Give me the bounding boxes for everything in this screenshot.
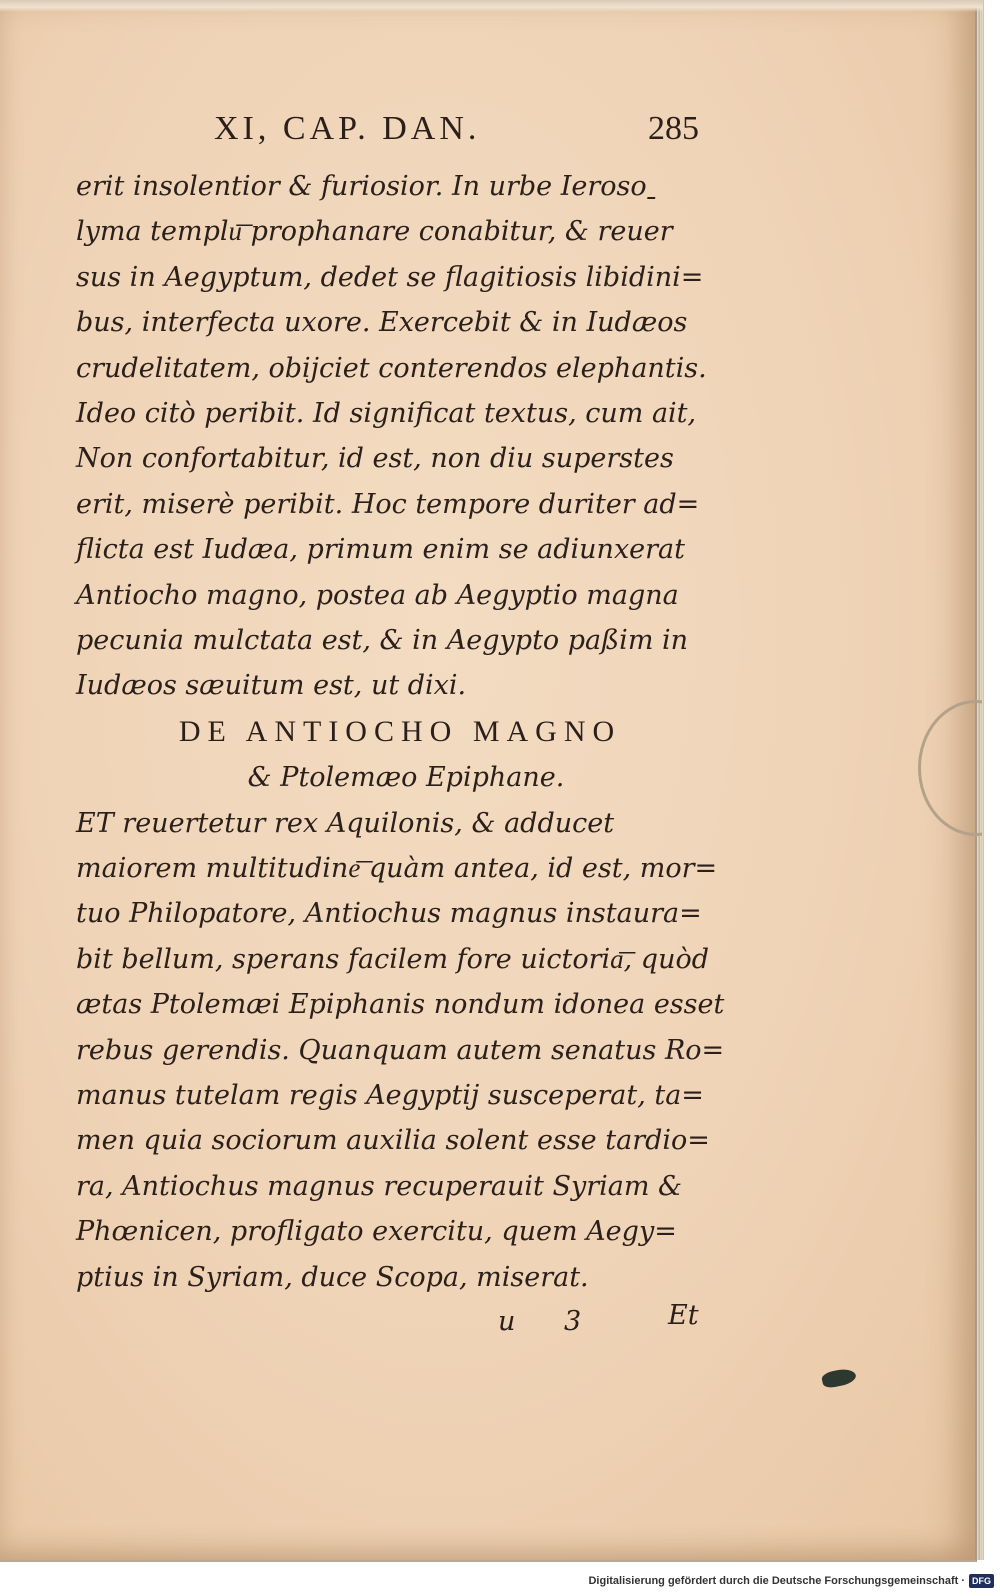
credit-text: Digitalisierung gefördert durch die Deutsche Forschungsgemeinschaft · (588, 1575, 965, 1587)
text-line: erit insolentior & furiosior. In urbe Ierosoˍ (76, 171, 661, 202)
text-line: flicta est Iudæa, primum enim se adiunxerat (76, 534, 686, 566)
text-line: Ideo citò peribit. Id significat textus, cum ait, (76, 397, 697, 429)
text-line: bus, interfecta uxore. Exercebit & in Iudæos (76, 307, 688, 339)
folio-number: 285 (648, 110, 699, 147)
text-block (76, 102, 725, 1352)
text-line: Non confortabitur, id est, non diu superstes (76, 443, 674, 475)
text-line: ætas Ptolemæi Epiphanis nondum idonea esset (76, 989, 725, 1021)
text-line: Antiocho magno, postea ab Aegyptio magna (76, 579, 679, 611)
text-line: Phœnicen, profligato exercitu, quem Aegy= (76, 1216, 677, 1248)
paragraph-1 (76, 164, 716, 709)
text-line: manus tutelam regis Aegyptij susceperat, ta= (76, 1080, 704, 1112)
text-line: Iudæos sæuitum est, ut dixi. (76, 670, 467, 702)
text-line: sus in Aegyptum, dedet se flagitiosis libidini= (76, 261, 704, 293)
text-line: tuo Philopatore, Antiochus magnus instaura= (76, 898, 702, 930)
text-line: ra, Antiochus magnus recuperauit Syriam & (76, 1170, 683, 1202)
text-line: ET reuertetur rex Aquilonis, & adducet (76, 807, 615, 839)
dfg-logo: DFG (969, 1574, 994, 1588)
text-line: rebus gerendis. Quanquam autem senatus Ro= (76, 1034, 725, 1066)
page-header (76, 102, 716, 164)
text-line: bit bellum, sperans facilem fore uictoria͞, quòd (76, 943, 710, 975)
running-head: XI, CAP. DAN. (214, 110, 481, 147)
catchword: Et (668, 1299, 699, 1331)
text-line: maiorem multitudine͞ quàm antea, id est, mor= (76, 853, 718, 885)
digitization-credit (588, 1572, 994, 1590)
ink-blot (821, 1367, 858, 1390)
page-top-edge (0, 0, 983, 12)
text-line: lyma templu͞ prophanare conabitur, & reuer (76, 216, 673, 248)
paragraph-2 (76, 801, 725, 1300)
section-heading: DE ANTIOCHO MAGNO (178, 714, 622, 748)
page-footer (76, 1300, 716, 1352)
text-line: ptius in Syriam, duce Scopa, miserat. (76, 1261, 589, 1293)
signature-mark: u 3 (498, 1305, 602, 1337)
text-line: erit, miserè peribit. Hoc tempore duriter ad= (76, 488, 700, 520)
text-line: men quia sociorum auxilia solent esse tardio= (76, 1125, 710, 1157)
text-line: crudelitatem, obijciet conterendos elephantis. (76, 352, 707, 384)
section-subheading: & Ptolemæo Epiphane. (247, 761, 565, 793)
text-line: pecunia mulctata est, & in Aegypto paßim in (76, 624, 689, 656)
